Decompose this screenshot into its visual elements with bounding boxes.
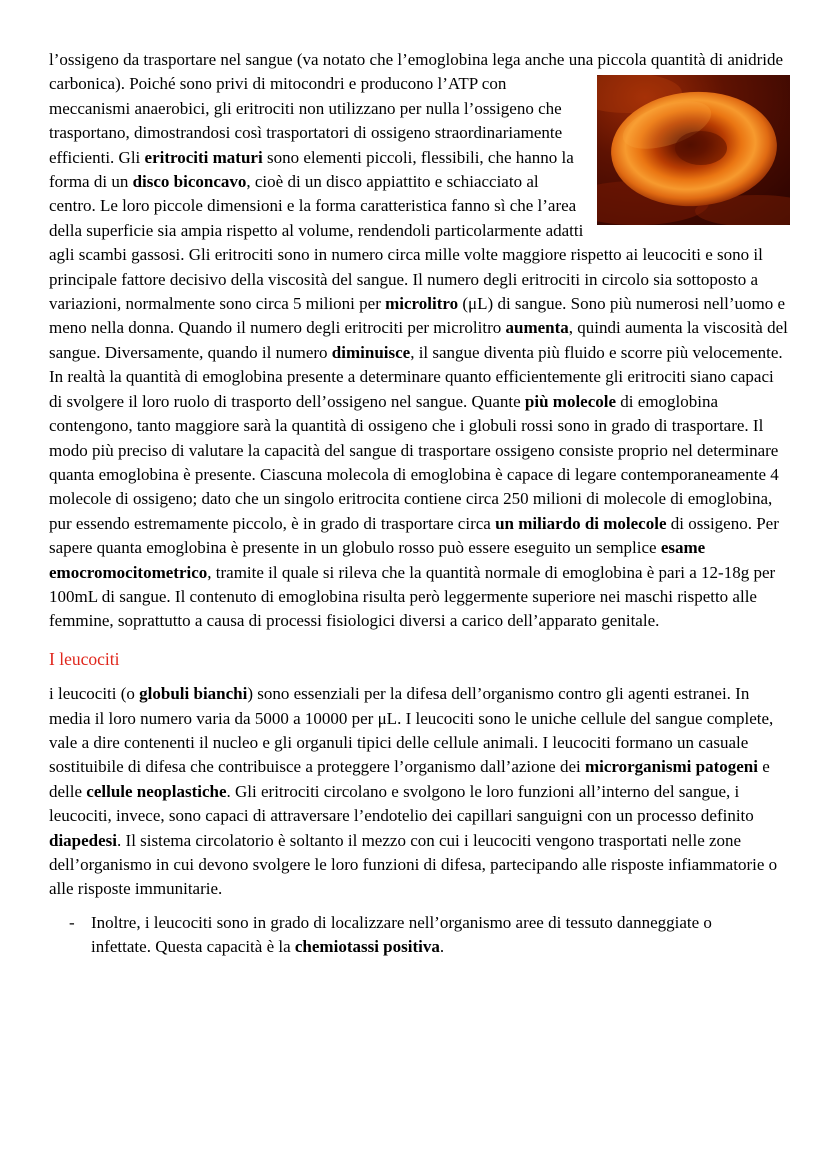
bullet-item-chemotaxis [49, 911, 790, 960]
red-blood-cell-image [597, 75, 790, 225]
bullet-marker: - [69, 912, 75, 932]
red-blood-cell-illustration [597, 75, 790, 225]
paragraph-erythrocytes [49, 48, 790, 634]
paragraph-leukocytes: i leucociti (o globuli bianchi) sono essenziali per la difesa dell’organismo contro gli agenti estranei. In media il loro numero varia da 5000 a 10000 per μL. I leucociti sono le uniche cellule del sangue complete, vale a dire contenenti il nucleo e gli organuli tipici delle cellule animali. I leucociti formano un casuale sostituibile di difesa che contribuisce a proteggere l’organismo dall’azione dei microrganismi patogeni e delle cellule neoplastiche. Gli eritrociti circolano e svolgono le loro funzioni all’interno del sangue, i leucociti, invece, sono capaci di attraversare l’endotelio dei capillari sanguigni con un processo definito diapedesi. Il sistema circolatorio è soltanto il mezzo con cui i leucociti vengono trasportati nelle zone dell’organismo in cui devono svolgere le loro funzioni di difesa, partecipando alle risposte infiammatorie o alle risposte immunitarie. [49, 684, 778, 899]
paragraph-erythrocytes-intro: l’ossigeno da trasportare nel sangue (va notato che l’emoglobina lega anche una piccola quantità di anidride carbonica). Poiché sono privi di mitocondri e producono l’ATP con [49, 50, 784, 94]
bullet-text: Inoltre, i leucociti sono in grado di localizzare nell’organismo aree di tessuto danneggiate o infettate. Questa capacità è la chemiotassi positiva. [91, 912, 712, 957]
section-heading-leucociti: I leucociti [49, 648, 120, 669]
paragraph-erythrocytes-body: meccanismi anaerobici, gli eritrociti non utilizzano per nulla l’ossigeno che trasportano, dimostrandosi così trasportatori di ossigeno straordinariamente efficienti. Gli eritrociti maturi sono elementi piccoli, flessibili, che hanno la forma di un disco biconcavo, cioè di un disco appiattito e schiacciato al centro. Le loro piccole dimensioni e la forma caratteristica fanno sì che l’area della superficie sia ampia rispetto al volume, rendendoli particolarmente adatti agli scambi gassosi. Gli eritrociti sono in numero circa mille volte maggiore rispetto ai leucociti e sono il principale fattore decisivo della viscosità del sangue. Il numero degli eritrociti in circolo sia sottoposto a variazioni, normalmente sono circa 5 milioni per microlitro (μL) di sangue. Sono più numerosi nell’uomo e meno nella donna. Quando il numero degli eritrociti per microlitro aumenta, quindi aumenta la viscosità del sangue. Diversamente, quando il numero diminuisce, il sangue diventa più fluido e scorre più velocemente. In realtà la quantità di emoglobina presente a determinare quanto efficientemente gli eritrociti siano capaci di svolgere il loro ruolo di trasporto dell’ossigeno nel sangue. Quante più molecole di emoglobina contengono, tanto maggiore sarà la quantità di ossigeno che i globuli rossi sono in grado di trasportare. Il modo più preciso di valutare la capacità del sangue di trasportare ossigeno consiste proprio nel determinare quanta emoglobina è presente. Ciascuna molecola di emoglobina è capace di legare contemporaneamente 4 molecole di ossigeno; dato che un singolo eritrocita contiene circa 250 milioni di molecole di emoglobina, pur essendo estremamente piccolo, è in grado di trasportare circa un miliardo di molecole di ossigeno. Per sapere quanta emoglobina è presente in un globulo rosso può essere eseguito un semplice esame emocromocitometrico, tramite il quale si rileva che la quantità normale di emoglobina è pari a 12-18g per 100mL di sangue. Il contenuto di emoglobina risulta però leggermente superiore nei maschi rispetto alle femmine, soprattutto a causa di processi fisiologici diversi a carico dell’apparato genitale. [49, 98, 788, 631]
